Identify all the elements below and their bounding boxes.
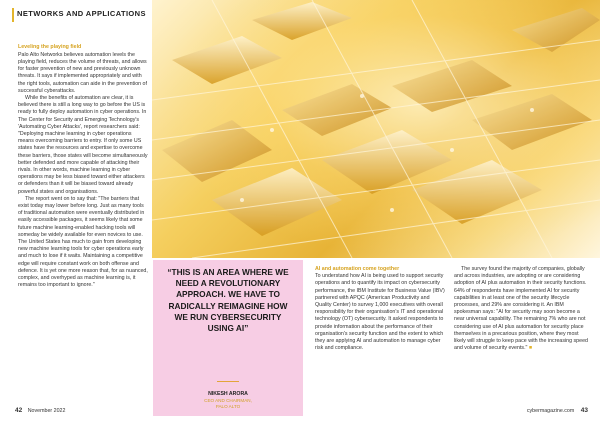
quote-role-line-2: PALO ALTO <box>215 403 241 409</box>
circuit-board-illustration <box>152 0 600 258</box>
left-paragraph-1: Palo Alto Networks believes automation levels the playing field, reduces the volume of threats, and allows for faster prevention of new and previously unknown threats. It says if implemented appropriately and with the right tools, automation can aide in the prevention of successful cyberattacks. <box>18 51 147 94</box>
hero-image <box>152 0 600 258</box>
right-article-column <box>454 266 590 352</box>
pull-quote-divider <box>217 381 239 382</box>
quote-attribution-name: NIKESH ARORA <box>208 391 248 397</box>
end-of-article-mark: ■ <box>528 345 533 352</box>
issue-date: November 2022 <box>27 408 66 414</box>
right-page-number: 43 <box>580 407 588 414</box>
section-title: NETWORKS AND APPLICATIONS <box>17 9 146 18</box>
right-paragraph-1 <box>454 266 590 352</box>
footer-left <box>15 407 65 414</box>
pull-quote-text: “THIS IS AN AREA WHERE WE NEED A REVOLUTIONARY APPROACH. WE HAVE TO RADICALLY REIMAGINE HOW WE RUN CYBERSECURITY USING AI” <box>167 267 289 334</box>
left-paragraph-3: The report went on to say that: "The barriers that exist today may lower before long. Just as many tools of traditional automation were eventually distributed in easily accessible packages, it seems likely that some future machine learning-enabled hacking tools will someday be widely available for even novices to use. The United States has much to gain from developing new machine learning tools for cyber operations early and much to lose if it waits. Maintaining a competitive edge will require constant work on both offense and defence. It is yet one more reason that, for as nuanced, complex, and overhyped as machine learning is, it remains too important to ignore." <box>18 195 148 289</box>
middle-article-column <box>315 266 445 352</box>
site-url: cybermagazine.com <box>526 408 575 414</box>
right-paragraph-text: The survey found the majority of companies, globally and across industries, are adopting or are considering adoption of AI plus automation in their security functions. 64% of respondents have implemented AI for security capabilities in at least one of the security lifecycle processes, and 29% are considering it. An IBM spokesman says: "AI for security may soon become a near universal capability. The remaining 7% who are not considering use of AI plus automation for security place themselves in a precarious position, where they most likely will struggle to keep pace with the increasing speed and volume of security events." <box>454 266 588 352</box>
pull-quote-box <box>153 260 303 416</box>
middle-paragraph-1: To understand how AI is being used to support security operations and to quantify its impact on cybersecurity performance, the IBM Institute for Business Value (IBV) partnered with APQC (American Productivity and Quality Center) to survey 1,000 executives with overall responsibility for their organisation's IT and operational technology (OT) cybersecurity. It asked respondents to provide information about the performance of their organisation's security function and the extent to which they are applying AI and automation to manage cyber risk and compliance. <box>315 273 445 352</box>
left-page-number: 42 <box>15 407 23 414</box>
quote-attribution-role <box>153 398 303 409</box>
left-subhead: Leveling the playing field <box>18 44 82 50</box>
left-article-column <box>18 44 148 289</box>
middle-subhead: AI and automation come together <box>315 266 400 272</box>
header-accent-bar <box>12 8 14 22</box>
left-paragraph-2: While the benefits of automation are clear, it is believed there is still a long way to go before the US is ready to fully deploy automation in cyber operations. In The Center for Security and Emerging Technology's 'Automating Cyber Attacks', report researchers said: "Deploying machine learning in cyber operations means overcoming barriers to entry. If only some US states have the resources and expertise to overcome these barriers, those states will become simultaneously better defended and more capable of attacking their rivals. In other words, machine learning in cyber operations may be less biased toward either attackers or defenders than it will be biased toward already powerful states and organisations. <box>18 94 148 195</box>
footer-right <box>527 407 588 414</box>
quote-role-line-1: CEO AND CHAIRMAN, <box>204 398 252 403</box>
